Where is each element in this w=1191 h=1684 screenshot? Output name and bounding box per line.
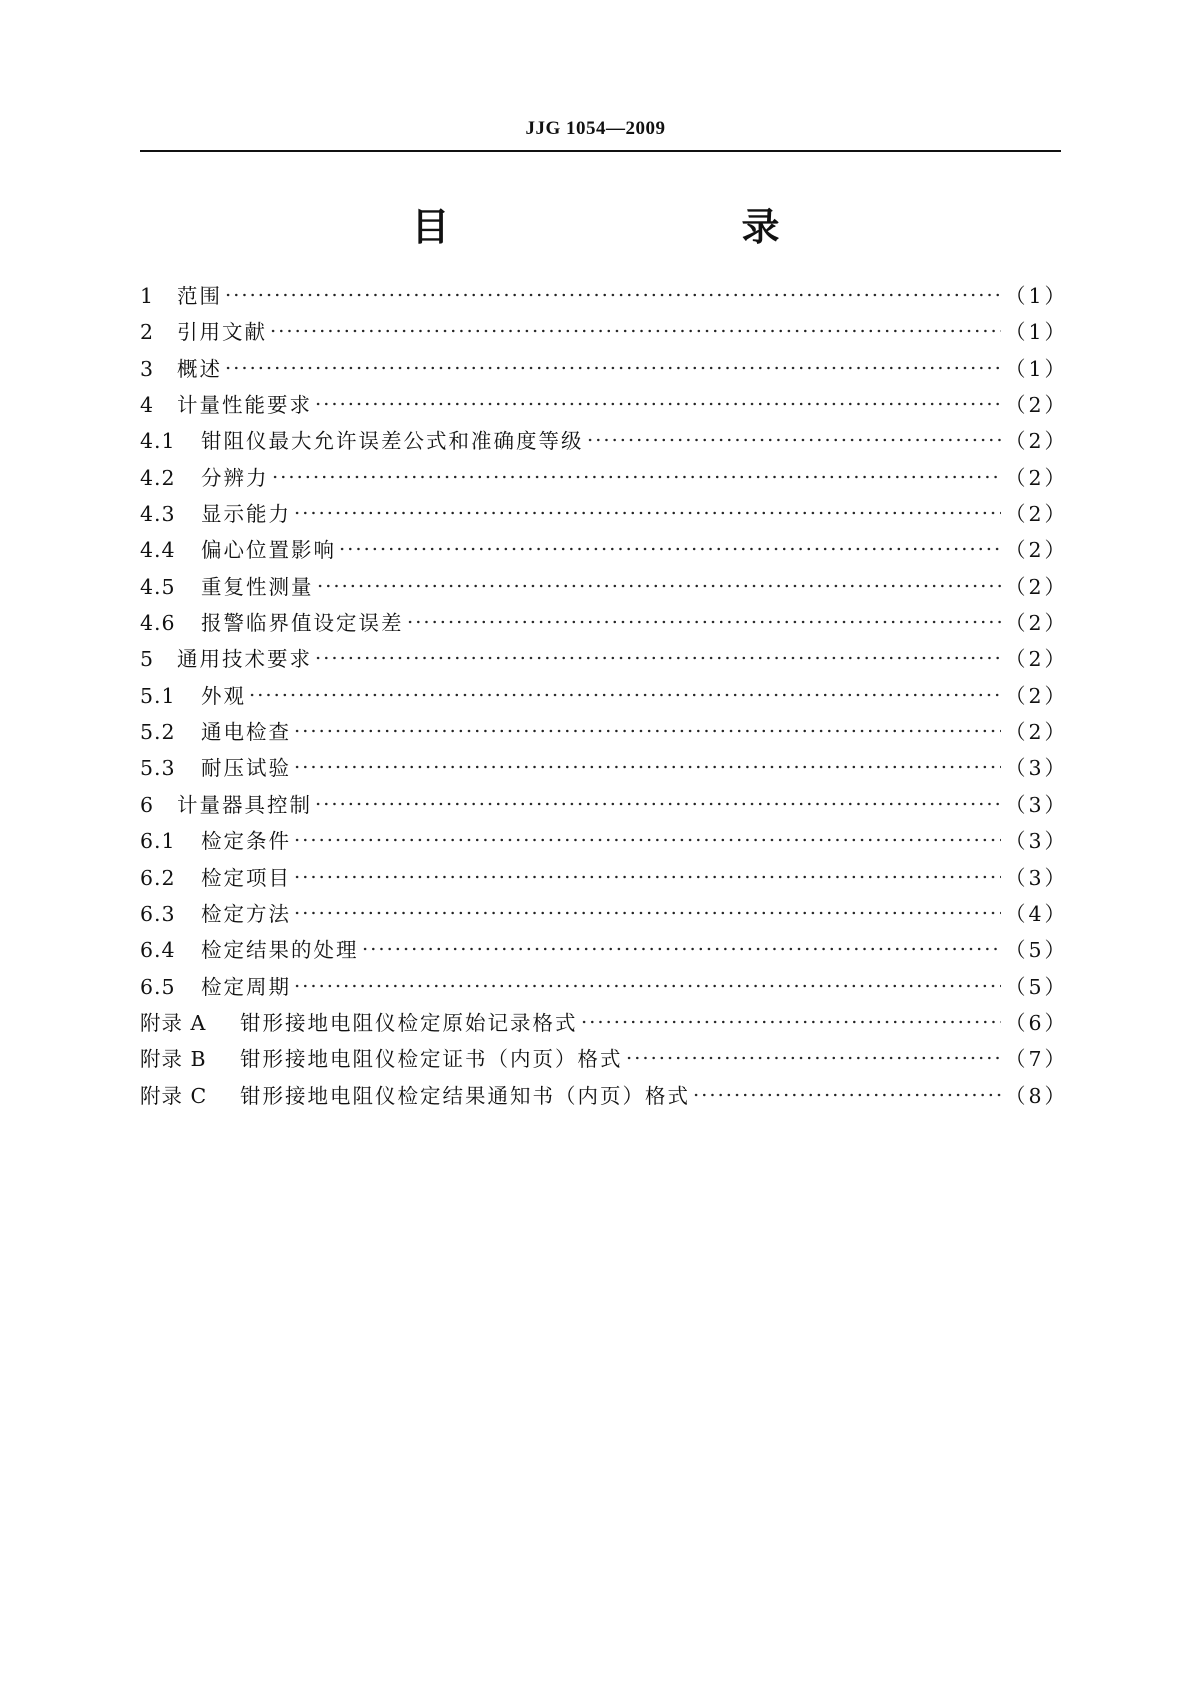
toc-entry-label: 计量性能要求 [177,393,312,418]
toc-entry-page: （2） [1005,720,1069,745]
toc-entry-label: 检定结果的处理 [201,938,359,963]
toc-entry-number: 附录 B [140,1047,207,1072]
toc-entry-number: 4.3 [140,502,176,527]
toc-entry[interactable] [140,714,1069,750]
toc-leader-dots [224,366,1001,370]
toc-entry-label: 钳形接地电阻仪检定证书（内页）格式 [240,1047,623,1072]
toc-entry-number: 4 [140,393,155,418]
toc-leader-dots [224,293,1001,297]
toc-leader-dots [293,729,1001,733]
toc-entry-number: 4.5 [140,574,176,599]
toc-entry-label: 钳形接地电阻仪检定结果通知书（内页）格式 [240,1083,690,1108]
toc-entry-number: 6.3 [140,901,176,926]
toc-entry[interactable] [140,569,1069,605]
toc-entry-page: （7） [1005,1047,1069,1072]
toc-entry-page: （3） [1005,829,1069,854]
toc-entry-label: 范围 [177,284,222,308]
toc-leader-dots [586,438,1002,442]
toc-entry-number: 6.1 [140,829,176,854]
toc-entry-page: （2） [1005,611,1069,636]
toc-entry-page: （6） [1005,1010,1069,1035]
toc-entry[interactable] [140,605,1069,641]
toc-entry[interactable] [140,496,1069,532]
toc-entry-number: 5.1 [140,683,176,708]
toc-leader-dots [293,911,1001,915]
toc-entry-number: 6.2 [140,865,176,890]
toc-leader-dots [314,656,1001,660]
toc-entry-label: 概述 [177,356,222,381]
toc-leader-dots [314,802,1001,806]
toc-entry-number: 4.1 [140,429,176,454]
toc-entry-number: 2 [140,320,155,345]
toc-leader-dots [293,511,1001,515]
toc-entry[interactable] [140,787,1069,823]
toc-entry-label: 钳形接地电阻仪检定原始记录格式 [240,1010,578,1035]
toc-entry-label: 检定项目 [201,865,291,890]
toc-entry-page: （5） [1005,974,1069,999]
toc-entry-page: （2） [1005,647,1069,672]
toc-entry[interactable] [140,423,1069,459]
toc-entry[interactable] [140,896,1069,932]
toc-entry-page: （3） [1005,865,1069,890]
toc-entry-page: （1） [1005,284,1069,308]
toc-entry-label: 引用文献 [177,320,267,345]
toc-entry[interactable] [140,351,1069,387]
page-title: 目 录 [411,205,852,249]
toc-entry[interactable] [140,860,1069,896]
toc-entry-label: 外观 [201,683,246,708]
toc-leader-dots [314,402,1001,406]
toc-leader-dots [361,947,1002,951]
toc-entry-label: 分辨力 [201,465,269,490]
toc-entry[interactable] [140,641,1069,677]
toc-entry-number: 4.2 [140,465,176,490]
toc-entry-page: （3） [1005,756,1069,781]
toc-entry[interactable] [140,1041,1069,1077]
toc-leader-dots [271,475,1002,479]
toc-entry[interactable] [140,1078,1069,1114]
toc-leader-dots [248,693,1001,697]
toc-entry-number: 4.4 [140,538,176,563]
toc-entry-page: （1） [1005,320,1069,345]
toc-entry[interactable] [140,314,1069,350]
toc-entry-page: （1） [1005,356,1069,381]
header-rule [140,150,1061,152]
toc-entry-label: 检定周期 [201,974,291,999]
toc-entry[interactable] [140,932,1069,968]
toc-entry-label: 耐压试验 [201,756,291,781]
toc-entry-page: （2） [1005,538,1069,563]
toc-leader-dots [625,1056,1002,1060]
toc-entry[interactable] [140,750,1069,786]
toc-entry-page: （5） [1005,938,1069,963]
toc-entry-page: （2） [1005,574,1069,599]
toc-entry-label: 计量器具控制 [177,792,312,817]
table-of-contents [140,278,1069,1114]
toc-entry-number: 6.5 [140,974,176,999]
toc-entry-number: 5.2 [140,720,176,745]
toc-leader-dots [293,838,1001,842]
toc-entry-label: 通用技术要求 [177,647,312,672]
standard-code: JJG 1054—2009 [525,118,666,139]
toc-leader-dots [293,765,1001,769]
toc-entry-page: （8） [1005,1083,1069,1108]
toc-entry-number: 附录 C [140,1083,208,1108]
toc-entry-page: （2） [1005,429,1069,454]
toc-entry-number: 4.6 [140,611,176,636]
toc-entry-page: （4） [1005,901,1069,926]
toc-entry-number: 5.3 [140,756,176,781]
toc-entry-page: （2） [1005,465,1069,490]
toc-entry[interactable] [140,387,1069,423]
toc-entry-number: 附录 A [140,1010,207,1035]
toc-entry[interactable] [140,278,1069,314]
toc-leader-dots [406,620,1002,624]
toc-entry[interactable] [140,678,1069,714]
toc-entry-label: 偏心位置影响 [201,538,336,563]
toc-entry-label: 检定方法 [201,901,291,926]
toc-leader-dots [293,875,1001,879]
toc-entry-number: 5 [140,647,155,672]
toc-entry-number: 6 [140,792,155,817]
toc-entry-label: 显示能力 [201,502,291,527]
toc-entry[interactable] [140,532,1069,568]
toc-entry-number: 3 [140,356,155,381]
toc-entry-label: 检定条件 [201,829,291,854]
toc-entry-label: 重复性测量 [201,574,314,599]
toc-entry[interactable] [140,823,1069,859]
toc-leader-dots [316,584,1002,588]
toc-entry[interactable] [140,1005,1069,1041]
toc-entry-page: （2） [1005,683,1069,708]
toc-entry[interactable] [140,969,1069,1005]
toc-leader-dots [692,1093,1001,1097]
toc-leader-dots [580,1020,1002,1024]
toc-entry-label: 通电检查 [201,720,291,745]
toc-entry-page: （2） [1005,393,1069,418]
toc-entry-label: 钳阻仪最大允许误差公式和准确度等级 [201,429,584,454]
toc-leader-dots [269,329,1001,333]
toc-entry-number: 6.4 [140,938,176,963]
toc-entry-page: （3） [1005,792,1069,817]
toc-entry-label: 报警临界值设定误差 [201,611,404,636]
toc-entry-page: （2） [1005,502,1069,527]
toc-entry[interactable] [140,460,1069,496]
toc-leader-dots [338,547,1001,551]
toc-entry-number: 1 [140,284,155,308]
toc-leader-dots [293,984,1001,988]
